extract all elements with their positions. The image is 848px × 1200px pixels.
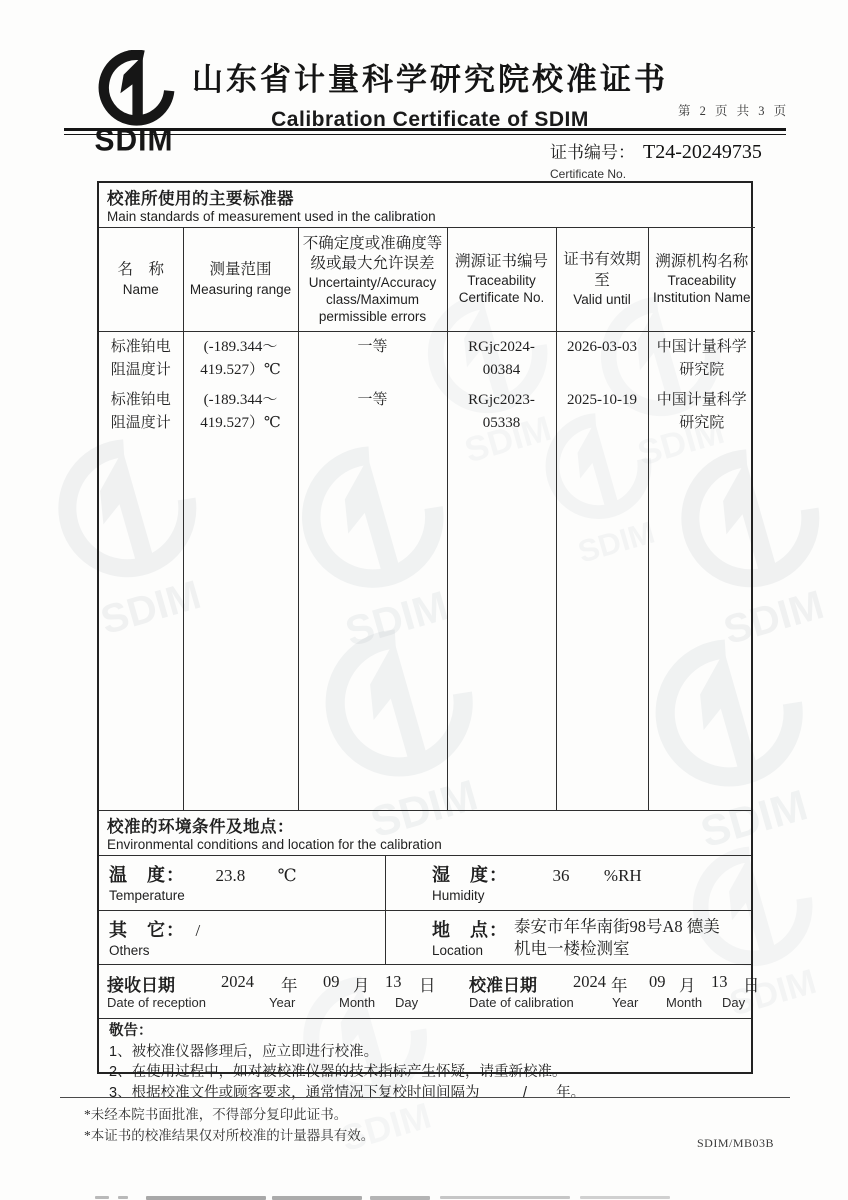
- scan-artifact: [272, 1196, 362, 1200]
- month-char: 月: [353, 976, 370, 995]
- humidity-label-zh: 湿 度：: [432, 865, 508, 885]
- cell-cert-no: [447, 332, 556, 811]
- cell-institution: [648, 332, 755, 811]
- column-header-traceability-cert: 溯源证书编号 Traceability Certificate No.: [447, 228, 556, 332]
- notice-item: 3、根据校准文件或顾客要求，通常情况下复校时间间隔为 / 年。: [109, 1084, 586, 1101]
- notice-title: 敬告：: [109, 1023, 153, 1039]
- column-header-name: 名 称 Name: [99, 228, 183, 332]
- standard-row-valid-until: 2026-03-03: [567, 339, 637, 355]
- certificate-titles: [190, 54, 670, 132]
- standard-row-accuracy: 一等: [357, 392, 388, 408]
- column-header-valid-until: 证书有效期至 Valid until: [556, 228, 648, 332]
- environment-title-zh: 校准的环境条件及地点：: [107, 818, 294, 836]
- location-label-zh: 地 点：: [432, 920, 508, 940]
- certificate-body: [97, 181, 760, 1101]
- day-label-en: Day: [722, 995, 746, 1010]
- location-label-en: Location: [432, 943, 484, 958]
- standard-row-cert-no: RGjc2023-05338: [468, 392, 535, 431]
- footer-note: *本证书的校准结果仅对所校准的计量器具有效。: [84, 1128, 375, 1143]
- notice-section: [99, 1018, 751, 1107]
- header-divider: [64, 128, 786, 135]
- form-code: SDIM/MB03B: [697, 1136, 775, 1150]
- cell-range: [183, 332, 298, 811]
- certificate-number: [550, 138, 762, 181]
- standard-row-valid-until: 2025-10-19: [567, 392, 637, 408]
- cell-valid-until: [556, 332, 648, 811]
- column-header-uncertainty: 不确定度或准确度等级或最大允许误差 Uncertainty/Accuracy class/Maximum permissible errors: [298, 228, 447, 332]
- column-header-institution: 溯源机构名称 Traceability Institution Name: [648, 228, 755, 332]
- notice-item: 2、在使用过程中，如对被校准仪器的技术指标产生怀疑，请重新校准。: [109, 1064, 567, 1081]
- year-label-en: Year: [612, 995, 639, 1010]
- certificate-number-value: T24-20249735: [643, 141, 762, 163]
- page-title-zh: 山东省计量科学研究院校准证书: [192, 62, 668, 97]
- day-char: 日: [419, 976, 436, 995]
- standards-title-zh: 校准所使用的主要标准器: [107, 190, 294, 208]
- others-value: /: [195, 921, 201, 940]
- page-number: 第 2 页 共 3 页: [678, 104, 790, 118]
- humidity-value: 36: [552, 866, 570, 885]
- standard-row-range: (-189.344～419.527）℃: [200, 392, 281, 431]
- scan-artifact: [95, 1196, 109, 1199]
- calibration-year-value: 2024: [573, 972, 606, 991]
- location-field: [385, 911, 751, 964]
- temperature-label-en: Temperature: [109, 888, 185, 903]
- column-header-range: 测量范围 Measuring range: [183, 228, 298, 332]
- standard-row-accuracy: 一等: [357, 339, 388, 355]
- others-field: [99, 911, 385, 964]
- environment-section-title: [99, 810, 751, 855]
- standards-table: [99, 227, 755, 810]
- standards-section-title: [99, 183, 751, 227]
- certificate-number-label-zh: 证书编号：: [550, 143, 635, 162]
- month-label-en: Month: [666, 995, 703, 1010]
- environment-row-temp-humidity: [99, 855, 751, 910]
- page-title-en: Calibration Certificate of SDIM: [271, 108, 589, 131]
- year-char: 年: [611, 976, 628, 995]
- standards-table-body: [99, 332, 755, 811]
- environment-row-others-location: [99, 910, 751, 964]
- reception-month-value: 09: [323, 972, 340, 991]
- temperature-value: 23.8: [215, 866, 246, 885]
- calibration-day-value: 13: [711, 972, 728, 991]
- others-label-en: Others: [109, 943, 150, 958]
- standard-row-institution: 中国计量科学研究院: [656, 339, 747, 378]
- standard-row-range: (-189.344～419.527）℃: [200, 339, 281, 378]
- day-char: 日: [743, 976, 760, 995]
- environment-title-en: Environmental conditions and location for the calibration: [107, 837, 442, 852]
- humidity-label-en: Humidity: [432, 888, 485, 903]
- month-char: 月: [679, 976, 696, 995]
- reception-date-label-zh: 接收日期: [107, 976, 175, 995]
- temperature-field: [99, 856, 385, 910]
- standard-row-institution: 中国计量科学研究院: [656, 392, 747, 431]
- sdim-logo-icon: [93, 50, 175, 130]
- calibration-month-value: 09: [649, 972, 666, 991]
- logo-text: SDIM: [94, 123, 174, 158]
- others-label-zh: 其 它：: [109, 920, 185, 940]
- day-label-en: Day: [395, 995, 419, 1010]
- scan-artifact: [580, 1196, 670, 1199]
- sdim-logo: [78, 50, 190, 156]
- reception-date-label-en: Date of reception: [107, 995, 207, 1010]
- scan-artifact: [440, 1196, 570, 1199]
- standards-table-header-row: [99, 228, 755, 332]
- scan-artifact: [118, 1196, 128, 1199]
- calibration-date-label-zh: 校准日期: [469, 976, 537, 995]
- temperature-unit: ℃: [277, 866, 297, 885]
- reception-year-value: 2024: [221, 972, 254, 991]
- year-label-en: Year: [269, 995, 296, 1010]
- footer-note: *未经本院书面批准，不得部分复印此证书。: [84, 1107, 348, 1122]
- dates-row: [99, 964, 760, 1018]
- standard-row-cert-no: RGjc2024-00384: [468, 339, 535, 378]
- certificate-number-label-en: Certificate No.: [550, 167, 627, 181]
- cell-name: [99, 332, 183, 811]
- humidity-unit: %RH: [603, 866, 642, 885]
- temperature-label-zh: 温 度：: [109, 865, 185, 885]
- month-label-en: Month: [339, 995, 376, 1010]
- humidity-field: [385, 856, 751, 910]
- scan-artifact: [370, 1196, 430, 1200]
- standard-row-name: 标准铂电阻温度计: [110, 339, 171, 378]
- scan-artifact: [146, 1196, 266, 1200]
- calibration-date-label-en: Date of calibration: [469, 995, 574, 1010]
- notice-item: 1、被校准仪器修理后，应立即进行校准。: [109, 1043, 379, 1060]
- standards-title-en: Main standards of measurement used in the calibration: [107, 209, 436, 224]
- footer-divider: [60, 1097, 790, 1098]
- location-value: 泰安市年华南街98号A8 德美机电一楼检测室: [514, 917, 720, 959]
- cell-accuracy: [298, 332, 447, 811]
- standard-row-name: 标准铂电阻温度计: [110, 392, 171, 431]
- reception-day-value: 13: [385, 972, 402, 991]
- year-char: 年: [281, 976, 298, 995]
